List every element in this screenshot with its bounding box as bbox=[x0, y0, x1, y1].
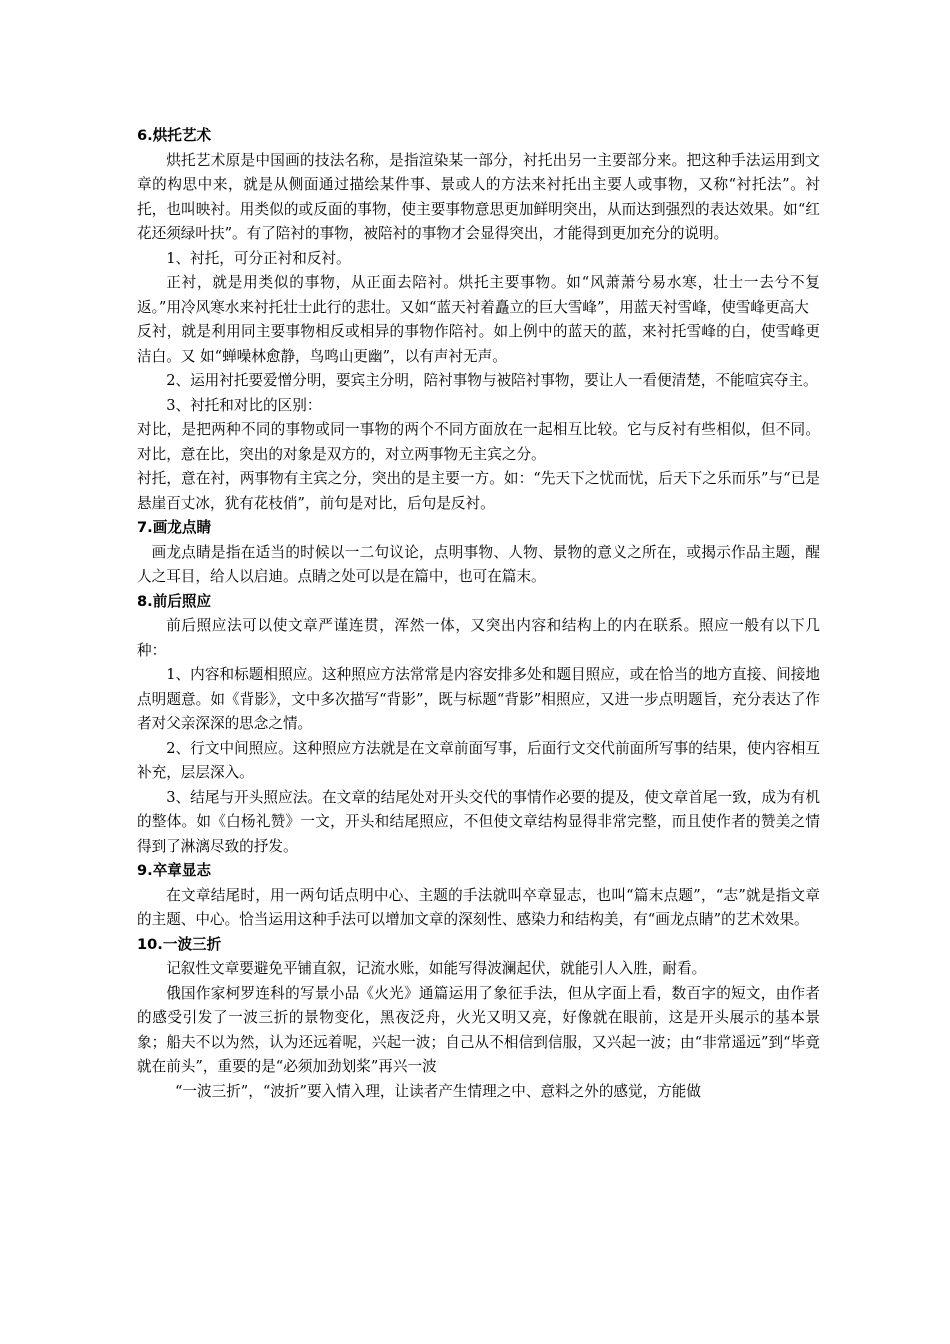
paragraph: 反衬，就是利用同主要事物相反或相异的事物作陪衬。如上例中的蓝天的蓝，来衬托雪峰的白，使雪峰更洁白。又 如“蝉噪林愈静，鸟鸣山更幽”，以有声衬无声。 bbox=[137, 323, 820, 365]
paragraph: 2、行文中间照应。这种照应方法就是在文章前面写事，后面行文交代前面所写事的结果，使内容相互补充，层层深入。 bbox=[137, 739, 820, 781]
document-page bbox=[137, 124, 820, 1104]
section-heading: 8.前后照应 bbox=[137, 592, 212, 610]
paragraph: 在文章结尾时，用一两句话点明中心、主题的手法就叫卒章显志，也叫“篇末点题”，“志”就是指文章的主题、中心。恰当运用这种手法可以增加文章的深刻性、感染力和结构美，有“画龙点睛”的艺术效果。 bbox=[137, 886, 820, 928]
paragraph: “一波三折”，“波折”要入情入理，让读者产生情理之中、意料之外的感觉，方能做 bbox=[174, 1082, 701, 1100]
section-heading: 9.卒章显志 bbox=[137, 862, 212, 879]
paragraph: 2、运用衬托要爱憎分明，要宾主分明，陪衬事物与被陪衬事物，要让人一看便清楚，不能喧宾夺主。 bbox=[166, 372, 818, 389]
paragraph: 前后照应法可以使文章严谨连贯，浑然一体，又突出内容和结构上的内在联系。照应一般有以下几种： bbox=[137, 617, 820, 659]
paragraph: 衬托，意在衬，两事物有主宾之分，突出的是主要一方。如：“先天下之忧而忧，后天下之乐而乐”与“已是悬崖百丈冰，犹有花枝俏”，前句是对比，后句是反衬。 bbox=[137, 470, 820, 512]
paragraph: 画龙点睛是指在适当的时候以一二句议论，点明事物、人物、景物的意义之所在，或揭示作品主题，醒人之耳目，给人以启迪。点睛之处可以是在篇中，也可在篇末。 bbox=[137, 543, 820, 585]
section-heading: 10.一波三折 bbox=[137, 935, 222, 953]
paragraph: 烘托艺术原是中国画的技法名称，是指渲染某一部分，衬托出另一主要部分来。把这种手法运用到文章的构思中来，就是从侧面通过描绘某件事、景或人的方法来衬托出主要人或事物，又称“衬托法”。衬托，也叫映衬。用类似的或反面的事物，使主要事物意思更加鲜明突出，从而达到强烈的表达效果。如“红花还须绿叶扶”。有了陪衬的事物，被陪衬的事物才会显得突出，才能得到更加充分的说明。 bbox=[137, 151, 820, 242]
paragraph: 俄国作家柯罗连科的写景小品《火光》通篇运用了象征手法，但从字面上看，数百字的短文，由作者的感受引发了一波三折的景物变化，黑夜泛舟，火光又明又亮，好像就在眼前，这是开头展示的基本景象；船夫不以为然，认为还远着呢，兴起一波；自己从不相信到信服，又兴起一波；由“非常遥远”到“毕竟就在前头”，重要的是“必须加劲划桨”再兴一波 bbox=[137, 984, 820, 1075]
paragraph: 记叙性文章要避免平铺直叙，记流水账，如能写得波澜起伏，就能引人入胜，耐看。 bbox=[166, 960, 707, 977]
paragraph: 对比，是把两种不同的事物或同一事物的两个不同方面放在一起相互比较。它与反衬有些相似，但不同。对比，意在比，突出的对象是双方的，对立两事物无主宾之分。 bbox=[137, 421, 820, 463]
paragraph: 1、衬托，可分正衬和反衬。 bbox=[166, 249, 351, 267]
section-heading: 7.画龙点睛 bbox=[137, 519, 212, 536]
section-heading: 6.烘托艺术 bbox=[137, 127, 212, 144]
paragraph: 3、衬托和对比的区别： bbox=[166, 396, 322, 414]
paragraph: 3、结尾与开头照应法。在文章的结尾处对开头交代的事情作必要的提及，使文章首尾一致，成为有机的整体。如《白杨礼赞》一文，开头和结尾照应，不但使文章结构显得非常完整，而且使作者的赞美之情得到了淋漓尽致的抒发。 bbox=[137, 788, 820, 855]
paragraph: 1、内容和标题相照应。这种照应方法常常是内容安排多处和题目照应，或在恰当的地方直接、间接地点明题意。如《背影》，文中多次描写“背影”，既与标题“背影”相照应，又进一步点明题旨，充分表达了作者对父亲深深的思念之情。 bbox=[137, 666, 820, 732]
paragraph: 正衬，就是用类似的事物，从正面去陪衬。烘托主要事物。如“风萧萧兮易水寒，壮士一去兮不复返。”用冷风寒水来衬托壮士此行的悲壮。又如“蓝天衬着矗立的巨大雪峰”，用蓝天衬雪峰，使雪峰更高大 bbox=[137, 274, 820, 316]
